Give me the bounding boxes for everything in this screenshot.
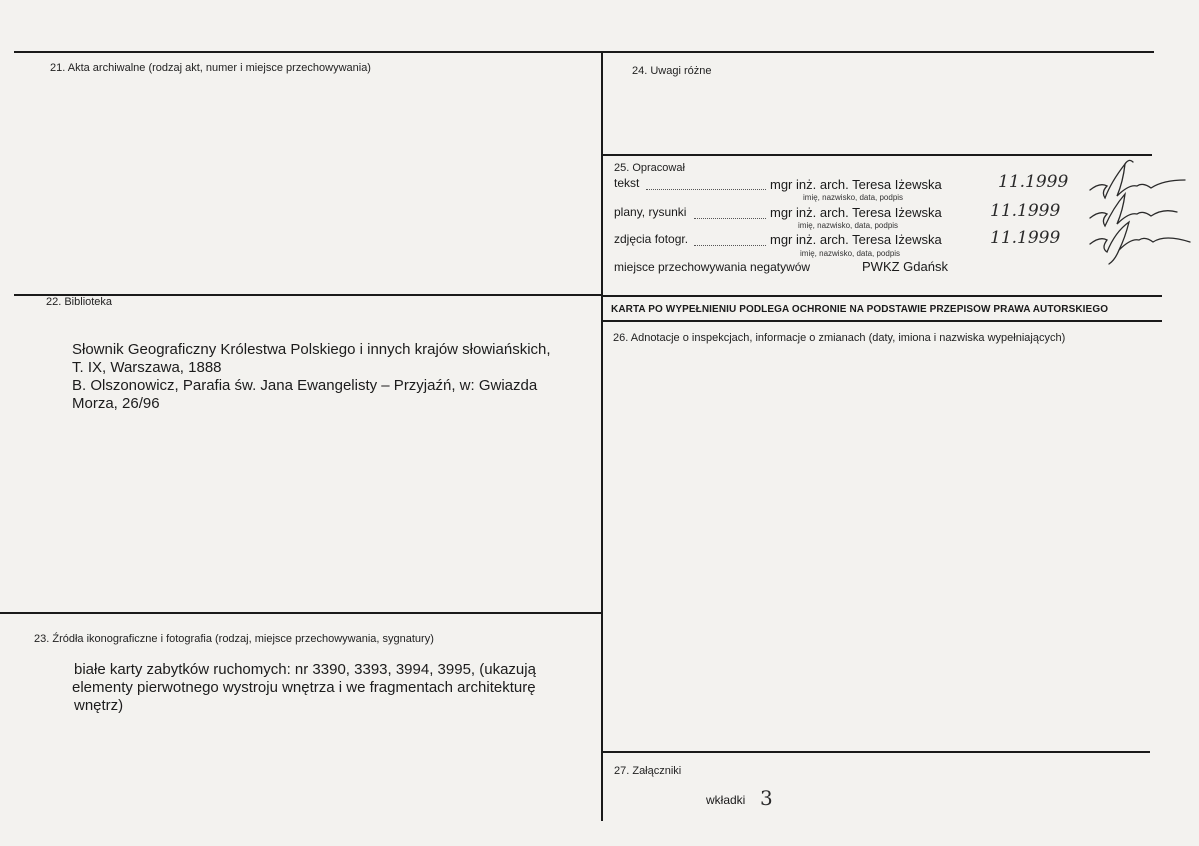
section-23-label: 23. Źródła ikonograficzne i fotografia (rodzaj, miejsce przechowywania, sygnatury): [34, 633, 434, 645]
attachment-label: wkładki: [706, 793, 746, 807]
section-23-content: [72, 661, 592, 715]
iconography-line-3: wnętrz): [74, 697, 124, 714]
rule-24-25: [602, 154, 1152, 156]
field-label-photos: zdjęcia fotogr.: [614, 232, 689, 246]
dotted-line-2: [694, 218, 766, 219]
bibliography-line-3: B. Olszonowicz, Parafia św. Jana Ewangelisty – Przyjaźń, w: Gwiazda: [72, 377, 538, 394]
prepared-row-text: [614, 176, 639, 190]
author-name-3: mgr inż. arch. Teresa Iżewska: [770, 232, 942, 247]
section-26-label: 26. Adnotacje o inspekcjach, informacje o zmianach (daty, imiona i nazwiska wypełniających): [613, 332, 1066, 344]
top-rule: [14, 51, 1154, 53]
column-divider: [601, 51, 603, 821]
iconography-line-1: białe karty zabytków ruchomych: nr 3390, 3393, 3994, 3995, (ukazują: [74, 661, 536, 678]
dotted-line-3: [694, 245, 766, 246]
bibliography-line-1: Słownik Geograficzny Królestwa Polskiego i innych krajów słowiańskich,: [72, 341, 551, 358]
author-name-1: mgr inż. arch. Teresa Iżewska: [770, 177, 942, 192]
field-hint-1: imię, nazwisko, data, podpis: [803, 193, 904, 202]
prepared-row-photos: [614, 232, 688, 246]
negatives-label: miejsce przechowywania negatywów: [614, 260, 811, 274]
field-label-plans: plany, rysunki: [614, 205, 687, 219]
signature-icon: [1085, 152, 1195, 267]
handwritten-date-3: 11.1999: [990, 228, 1061, 248]
section-27-label: 27. Załączniki: [614, 765, 682, 777]
author-name-2: mgr inż. arch. Teresa Iżewska: [770, 205, 942, 220]
prepared-row-plans: [614, 205, 686, 219]
rule-25-notice: [602, 295, 1162, 297]
section-21-label: 21. Akta archiwalne (rodzaj akt, numer i miejsce przechowywania): [50, 62, 371, 74]
copyright-notice: KARTA PO WYPEŁNIENIU PODLEGA OCHRONIE NA PODSTAWIE PRZEPISÓW PRAWA AUTORSKIEGO: [611, 304, 1109, 315]
iconography-line-2: elementy pierwotnego wystroju wnętrza i we fragmentach architekturę: [72, 679, 536, 696]
handwritten-date-1: 11.1999: [998, 172, 1069, 192]
section-25-label: 25. Opracował: [614, 162, 685, 174]
rule-22-23: [0, 612, 602, 614]
section-24-label: 24. Uwagi różne: [632, 65, 712, 77]
handwritten-date-2: 11.1999: [990, 201, 1061, 221]
negatives-value: PWKZ Gdańsk: [862, 259, 948, 274]
section-22-label: 22. Biblioteka: [46, 296, 113, 308]
bibliography-line-2: T. IX, Warszawa, 1888: [72, 359, 222, 376]
attachment-count: 3: [760, 786, 773, 810]
rule-notice-26: [602, 320, 1162, 322]
dotted-line-1: [646, 189, 766, 190]
field-label-text: tekst: [614, 176, 640, 190]
field-hint-3: imię, nazwisko, data, podpis: [800, 249, 901, 258]
section-22-content: [72, 341, 592, 413]
rule-26-27: [602, 751, 1150, 753]
field-hint-2: imię, nazwisko, data, podpis: [798, 221, 899, 230]
bibliography-line-4: Morza, 26/96: [72, 395, 160, 412]
